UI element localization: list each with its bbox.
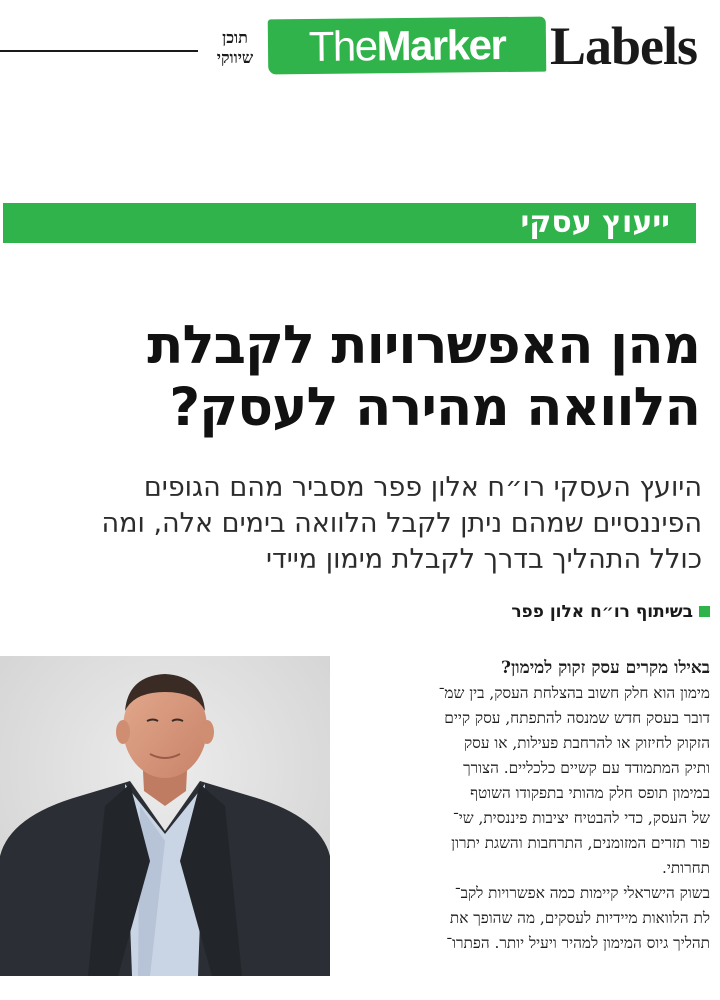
article-headline <box>20 315 700 439</box>
body-line: לת הלוואות מיידיות לעסקים, מה שהופך את <box>449 909 710 927</box>
headline-line-1: מהן האפשרויות לקבלת <box>147 315 700 376</box>
headline-line-2: הלוואה מהירה לעסק? <box>169 377 700 438</box>
subhead-line-2: הפיננסיים שמהם ניתן לקבל הלוואה בימים אלה, ומה <box>101 508 702 539</box>
masthead-rule <box>0 50 198 52</box>
body-line: מימון הוא חלק חשוב בהצלחת העסק, בין שמ־ <box>438 684 710 702</box>
byline-text: בשיתוף רו״ח אלון פפר <box>511 602 693 622</box>
sponsored-tag-line1: תוכן <box>222 28 248 47</box>
section-banner: ייעוץ עסקי <box>3 203 696 243</box>
masthead <box>0 0 720 95</box>
article-body <box>342 656 710 976</box>
body-line: פור תזרים המזומנים, התרחבות והשגת יתרון <box>451 834 710 852</box>
sponsored-content-tag <box>205 28 265 68</box>
labels-wordmark: Labels <box>550 16 698 76</box>
byline <box>420 601 710 623</box>
article-subhead <box>10 470 702 578</box>
body-heading: באילו מקרים עסק זקוק למימון? <box>500 658 710 678</box>
body-line: תהליך גיוס המימון למהיר ויעיל יותר. הפתרו־ <box>446 934 710 952</box>
body-line: הזקוק לחיזוק או להרחבת פעילות, או עסק <box>463 734 710 752</box>
body-line: בשוק הישראלי קיימות כמה אפשרויות לקב־ <box>454 884 710 902</box>
logo-marker: Marker <box>376 20 506 70</box>
body-line: של העסק, כדי להבטיח יציבות פיננסית, שי־ <box>452 809 710 827</box>
subhead-line-3: כולל התהליך בדרך לקבלת מימון מיידי <box>265 544 702 575</box>
body-paragraph <box>342 681 710 956</box>
author-photo <box>0 656 330 976</box>
subhead-line-1: היועץ העסקי רו״ח אלון פפר מסביר מהם הגופים <box>143 472 702 503</box>
body-line: ותיק המתמודד עם קשיים כלכליים. הצורך <box>463 759 710 777</box>
body-line: במימון תופס חלק מהותי בתפקודו השוטף <box>470 784 710 802</box>
body-line: תחרותי. <box>661 859 710 877</box>
themarker-logo <box>268 17 547 75</box>
byline-square-icon <box>699 606 710 617</box>
body-line: דובר בעסק חדש שמנסה להתפתח, עסק קיים <box>444 709 710 727</box>
author-portrait-image <box>0 656 330 976</box>
sponsored-tag-line2: שיווקי <box>216 48 254 67</box>
logo-the: The <box>308 22 377 71</box>
